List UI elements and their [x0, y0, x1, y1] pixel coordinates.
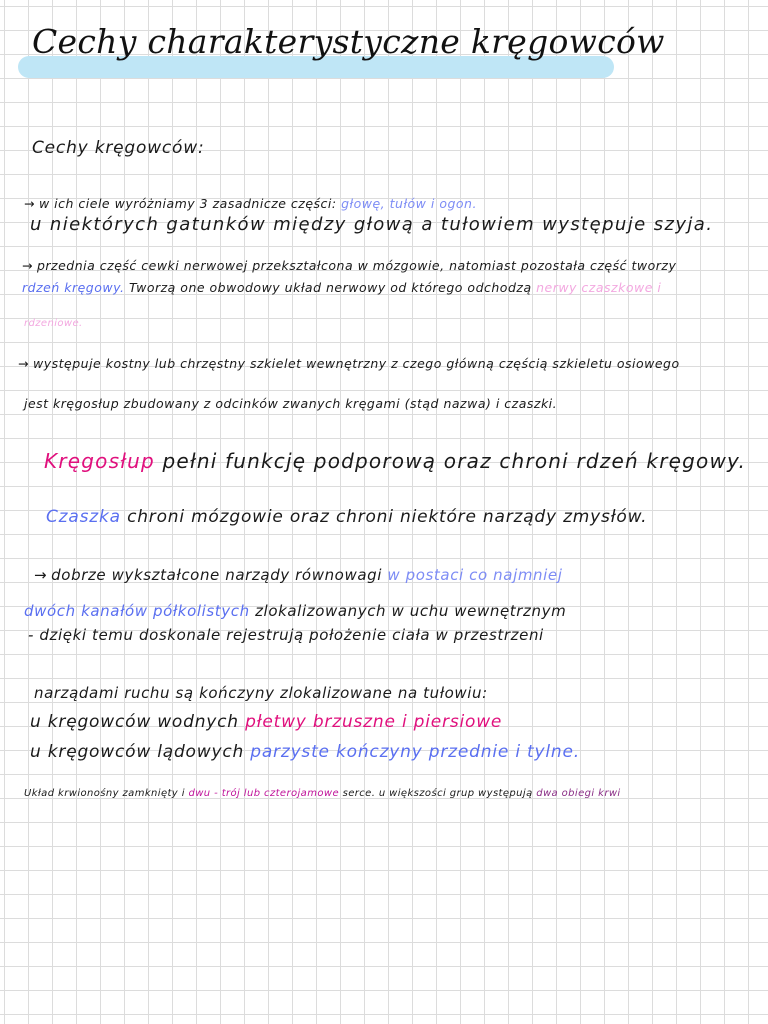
spinal-nerves-term: rdzeniowe.: [24, 318, 83, 329]
circulation-loops-term: dwa obiegi krwi: [536, 788, 621, 799]
arrow-icon: →: [34, 566, 48, 584]
skull-sentence: [46, 507, 647, 527]
title-block: [18, 22, 665, 80]
circulation-text: serce. u większości grup występują: [339, 788, 537, 799]
bullet-highlight: głowę, tułów i ogon.: [341, 196, 477, 211]
bullet-balance: [34, 566, 563, 584]
bullet-text: dobrze wykształcone narządy równowagi: [51, 566, 388, 584]
bullet-nervous-cont: [22, 280, 661, 295]
heart-term: dwu - trój lub czterojamowe: [188, 788, 339, 799]
movement-heading: narządami ruchu są kończyny zlokalizowane na tułowiu:: [34, 684, 488, 702]
bullet-neck-note: u niektórych gatunków między głową a tułowiem występuje szyja.: [30, 214, 714, 235]
bullet-text: Tworzą one obwodowy układ nerwowy od którego odchodzą: [124, 280, 537, 295]
circulation-text: Układ krwionośny zamknięty i: [24, 788, 189, 799]
balance-highlight: w postaci co najmniej: [387, 566, 563, 584]
movement-text: u kręgowców lądowych: [30, 742, 251, 762]
spine-sentence: [44, 449, 746, 473]
arrow-icon: →: [24, 196, 35, 211]
bullet-balance-cont2: - dzięki temu doskonale rejestrują położenie ciała w przestrzeni: [28, 626, 544, 644]
bullet-skeleton-cont: jest kręgosłup zbudowany z odcinków zwanych kręgami (stąd nazwa) i czaszki.: [24, 396, 558, 411]
semicircular-canals-term: dwóch kanałów półkolistych: [24, 602, 250, 620]
bullet-body-parts: [24, 196, 477, 211]
arrow-icon: →: [22, 258, 33, 273]
fins-term: płetwy brzuszne i piersiowe: [245, 712, 503, 732]
bullet-text: przednia część cewki nerwowej przekształcona w mózgowie, natomiast pozostała część tworzy: [36, 258, 677, 273]
bullet-text: w ich ciele wyróżniamy 3 zasadnicze części:: [38, 196, 342, 211]
bullet-skeleton: [18, 356, 680, 371]
arrow-icon: →: [18, 356, 29, 371]
spine-term: Kręgosłup: [44, 449, 155, 473]
spine-text: pełni funkcję podporową oraz chroni rdzeń kręgowy.: [154, 449, 747, 473]
skull-text: chroni mózgowie oraz chroni niektóre narządy zmysłów.: [120, 507, 648, 527]
cranial-nerves-term: nerwy czaszkowe i: [536, 280, 662, 295]
spinal-cord-term: rdzeń kręgowy.: [22, 280, 125, 295]
bullet-balance-cont: [24, 602, 566, 620]
section-heading: Cechy kręgowców:: [32, 138, 205, 158]
limbs-term: parzyste kończyny przednie i tylne.: [250, 742, 580, 762]
movement-land: [30, 742, 580, 762]
circulation-line: [24, 788, 621, 799]
bullet-text: występuje kostny lub chrzęstny szkielet wewnętrzny z czego główną częścią szkieletu osiowego: [32, 356, 680, 371]
movement-aquatic: [30, 712, 502, 732]
bullet-text: zlokalizowanych w uchu wewnętrznym: [249, 602, 567, 620]
movement-text: u kręgowców wodnych: [30, 712, 246, 732]
skull-term: Czaszka: [46, 507, 121, 527]
bullet-nervous: [22, 258, 676, 273]
page-title: Cechy charakterystyczne kręgowców: [32, 22, 665, 61]
